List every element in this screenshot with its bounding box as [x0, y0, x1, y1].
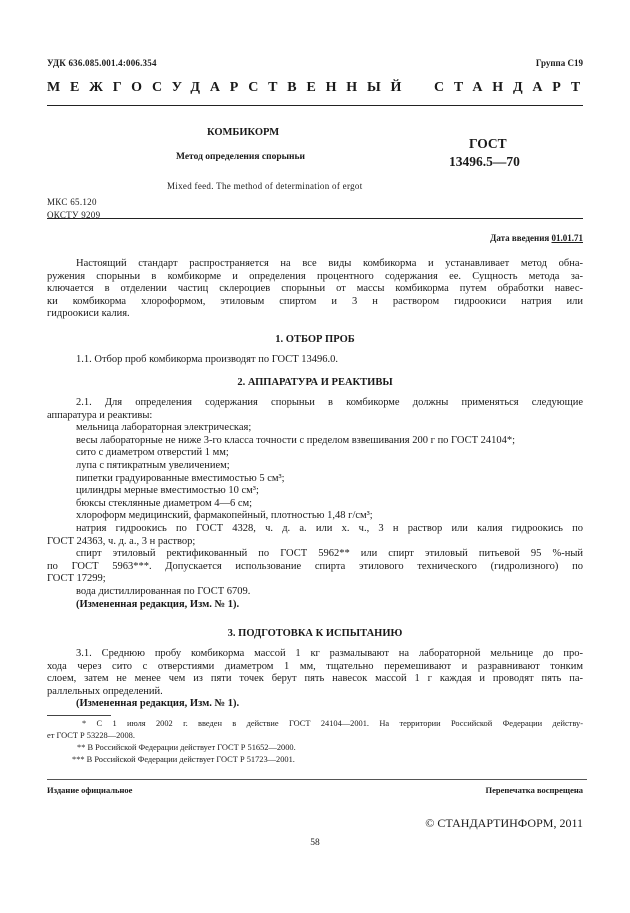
english-title: Mixed feed. The method of determination of ergot	[167, 181, 363, 191]
reagent-item: ГОСТ 24363, ч. д. а., 3 н раствор;	[47, 535, 196, 547]
gost-label: ГОСТ	[469, 136, 507, 151]
intro-line: ключается в отделении частиц склероциев спорыньи от массы комбикорма путем обработки навес-	[47, 283, 583, 295]
clause-line: 2.1. Для определения содержания спорыньи в комбикорме должны применяться следующие	[76, 397, 583, 408]
group-code: Группа С19	[535, 58, 583, 68]
revision-note: (Измененная редакция, Изм. № 1).	[76, 598, 240, 610]
clause-line: раллельных определений.	[47, 685, 163, 697]
section-2-text	[47, 397, 583, 611]
equipment-item: пипетки градуированные вместимостью 5 см³;	[76, 472, 285, 484]
udk-code: УДК 636.085.001.4:006.354	[47, 58, 157, 68]
reagent-item: вода дистиллированная по ГОСТ 6709.	[76, 585, 251, 597]
okstu-code: ОКСТУ 9209	[47, 210, 101, 220]
title-divider	[47, 218, 583, 219]
equipment-item: лупа с пятикратным увеличением;	[76, 459, 230, 471]
intro-line: Настоящий стандарт распространяется на все виды комбикорма и устанавливает метод обна-	[76, 258, 583, 269]
section-1-heading: 1. ОТБОР ПРОБ	[275, 334, 355, 345]
footnote: ет ГОСТ Р 53228—2008.	[47, 731, 135, 740]
reagent-item: по ГОСТ 5963***. Допускается использование спирта этилового технического (гидролизного) по	[47, 560, 583, 572]
reprint-prohibited: Перепечатка воспрещена	[485, 785, 583, 795]
equipment-item: весы лабораторные не ниже 3-го класса точности с пределом взвешивания 200 г по ГОСТ 24104*;	[76, 434, 516, 446]
official-edition: Издание официальное	[47, 785, 133, 795]
intro-paragraph	[47, 258, 583, 321]
date-label: Дата введения	[490, 233, 550, 243]
copyright: © СТАНДАРТИНФОРМ, 2011	[425, 816, 583, 830]
revision-note: (Измененная редакция, Изм. № 1).	[76, 698, 240, 710]
clause-line: 3.1. Среднюю пробу комбикорма массой 1 кг размалывают на лабораторной мельнице до про-	[76, 648, 583, 659]
intro-line: ружения спорыньи в комбикорме и определения процентного содержания ее. Сущность метода за-	[47, 270, 583, 282]
document-subtitle: Метод определения спорыньи	[176, 152, 305, 162]
date-value: 01.01.71	[551, 233, 583, 243]
footnote: *** В Российской Федерации действует ГОСТ Р 51723—2001.	[72, 755, 295, 764]
equipment-item: мельница лабораторная электрическая;	[76, 422, 252, 434]
gost-number: 13496.5—70	[449, 154, 520, 169]
header-divider	[47, 105, 583, 106]
clause-line: слоем, затем не менее чем из пяти точек берут пять навесок массой 1 г каждая и проводят пять па-	[47, 673, 583, 685]
introduction-date	[490, 233, 583, 243]
reagent-item: спирт этиловый ректификованный по ГОСТ 5962** или спирт этиловый питьевой 95 %-ный	[76, 548, 583, 560]
reagent-item: натрия гидроокись по ГОСТ 4328, ч. д. а. или х. ч., 3 н раствор или калия гидроокись по	[76, 522, 583, 534]
standard-label: СТАНДАРТ	[434, 80, 590, 95]
equipment-item: сито с диаметром отверстий 1 мм;	[76, 447, 229, 459]
clause-line: аппаратура и реактивы:	[47, 409, 153, 421]
interstate-label: МЕЖГОСУДАРСТВЕННЫЙ	[47, 80, 412, 95]
equipment-item: бюксы стеклянные диаметром 4—6 см;	[76, 497, 253, 509]
mks-code: МКС 65.120	[47, 197, 97, 207]
intro-line: гидроокиси калия.	[47, 308, 130, 320]
equipment-item: цилиндры мерные вместимостью 10 см³;	[76, 485, 259, 497]
page-number: 58	[310, 838, 320, 848]
footnote: * С 1 июля 2002 г. введен в действие ГОСТ 24104—2001. На территории Российской Федерации действу-	[82, 719, 583, 728]
footer-divider	[47, 779, 587, 780]
footnote-divider	[47, 715, 111, 716]
document-title: КОМБИКОРМ	[207, 127, 280, 138]
section-1-text	[47, 354, 583, 367]
footnotes	[47, 718, 583, 766]
reagent-item: ГОСТ 17299;	[47, 573, 106, 585]
section-2-heading: 2. АППАРАТУРА И РЕАКТИВЫ	[237, 377, 393, 388]
intro-line: ки комбикорма хлороформом, этиловым спиртом и 3 н раствором гидроокиси натрия или	[47, 295, 583, 307]
footnote: ** В Российской Федерации действует ГОСТ Р 51652—2000.	[77, 743, 296, 752]
clause-1-1: 1.1. Отбор проб комбикорма производят по ГОСТ 13496.0.	[76, 354, 339, 365]
section-3-heading: 3. ПОДГОТОВКА К ИСПЫТАНИЮ	[227, 628, 403, 639]
reagent-item: хлороформ медицинский, фармакопейный, плотностью 1,48 г/см³;	[76, 510, 373, 522]
clause-line: хода через сито с отверстиями диаметром 1 мм, тщательно перемешивают и разравнивают тонким	[47, 660, 583, 672]
section-3-text	[47, 648, 583, 711]
